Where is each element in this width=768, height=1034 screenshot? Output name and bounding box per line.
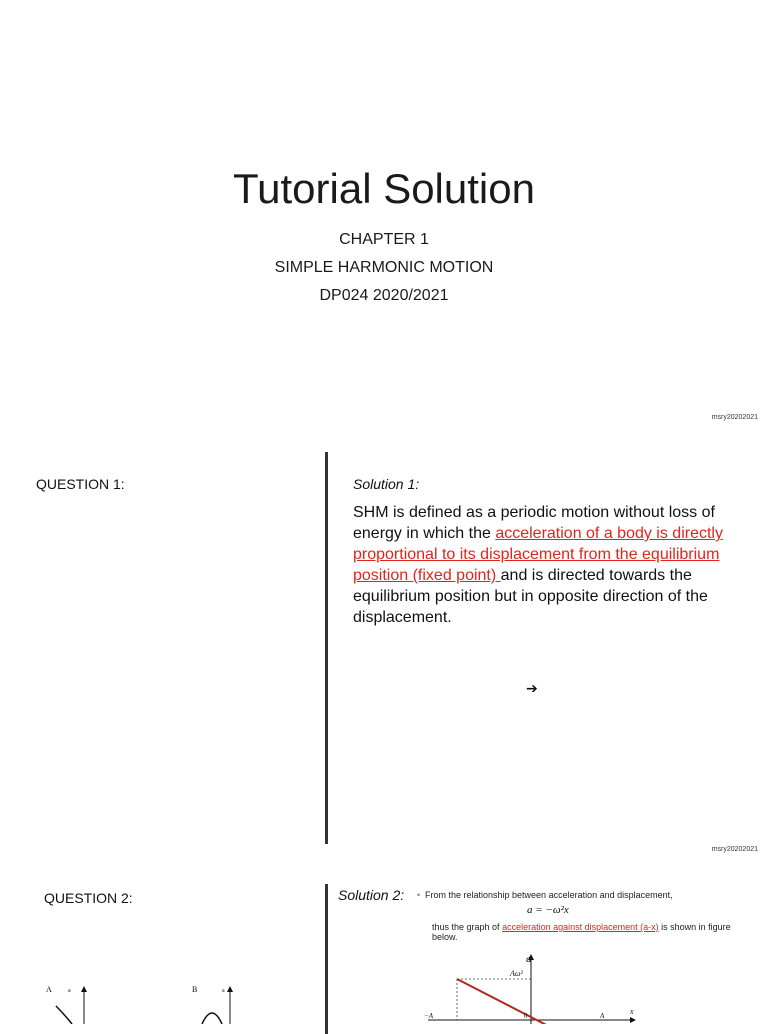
watermark: msry20202021 bbox=[711, 414, 758, 421]
option-a-axis-arrow bbox=[81, 986, 87, 992]
bullet-text: From the relationship between acceleration and displacement, bbox=[425, 890, 673, 900]
question-label: QUESTION 2: bbox=[44, 890, 133, 906]
x-tick-neg-a: −A bbox=[424, 1012, 433, 1020]
shm-definition bbox=[353, 502, 748, 628]
def-highlight: acceleration of a body is directly proportional to its displacement from the equilibrium position (fixed point) bbox=[353, 525, 723, 584]
option-a-curve bbox=[56, 1006, 72, 1024]
graph-desc-a: thus the graph of bbox=[432, 922, 503, 932]
bullet-relationship bbox=[417, 890, 745, 901]
x-tick-zero: 0 bbox=[524, 1012, 528, 1020]
def-part2: a periodic motion without loss of energy in which the bbox=[353, 504, 715, 542]
watermark: msry20202021 bbox=[711, 846, 758, 853]
option-b-axis-label: a bbox=[222, 988, 225, 994]
shm-formula: a = −ω²x bbox=[527, 904, 569, 916]
column-divider bbox=[325, 884, 328, 1034]
option-b-label: B bbox=[192, 985, 198, 994]
def-part3: and is directed towards the equilibrium position but in opposite direction of the displacement bbox=[353, 567, 708, 626]
option-a-axis-label: a bbox=[68, 988, 71, 994]
x-axis-arrow bbox=[630, 1017, 636, 1023]
y-tick-label: Aω² bbox=[510, 969, 523, 978]
def-end: . bbox=[447, 609, 452, 626]
arrow-icon: ➔ bbox=[526, 680, 538, 696]
graph-desc-highlight: acceleration against displacement (a-x) bbox=[502, 922, 659, 932]
graph-description bbox=[432, 922, 732, 942]
graph-line bbox=[457, 979, 560, 1024]
slide-title: Tutorial Solution bbox=[233, 165, 535, 212]
x-axis-label: x bbox=[630, 1007, 634, 1016]
question-label: QUESTION 1: bbox=[36, 476, 125, 492]
solution-label: Solution 2: bbox=[338, 887, 405, 903]
y-axis-label: a bbox=[526, 953, 532, 965]
column-divider bbox=[325, 452, 328, 844]
acceleration-displacement-graph bbox=[420, 952, 650, 1024]
question2-slide bbox=[0, 864, 768, 1024]
graph-desc-b: is shown in figure below. bbox=[432, 922, 731, 942]
solution-label: Solution 1: bbox=[353, 476, 420, 492]
option-b-axis-arrow bbox=[227, 986, 233, 992]
def-part1: SHM is defined as bbox=[353, 504, 488, 521]
bullet-icon: • bbox=[417, 890, 421, 900]
option-a-label: A bbox=[46, 985, 52, 994]
option-b-curve bbox=[202, 1013, 222, 1024]
title-slide bbox=[0, 0, 768, 432]
option-a-graph bbox=[44, 980, 104, 1024]
topic-label: SIMPLE HARMONIC MOTION bbox=[274, 259, 494, 276]
question1-slide bbox=[0, 432, 768, 864]
x-tick-a: A bbox=[600, 1012, 605, 1020]
chapter-label: CHAPTER 1 bbox=[339, 231, 429, 248]
option-b-graph bbox=[190, 980, 250, 1024]
course-label: DP024 2020/2021 bbox=[319, 287, 449, 304]
